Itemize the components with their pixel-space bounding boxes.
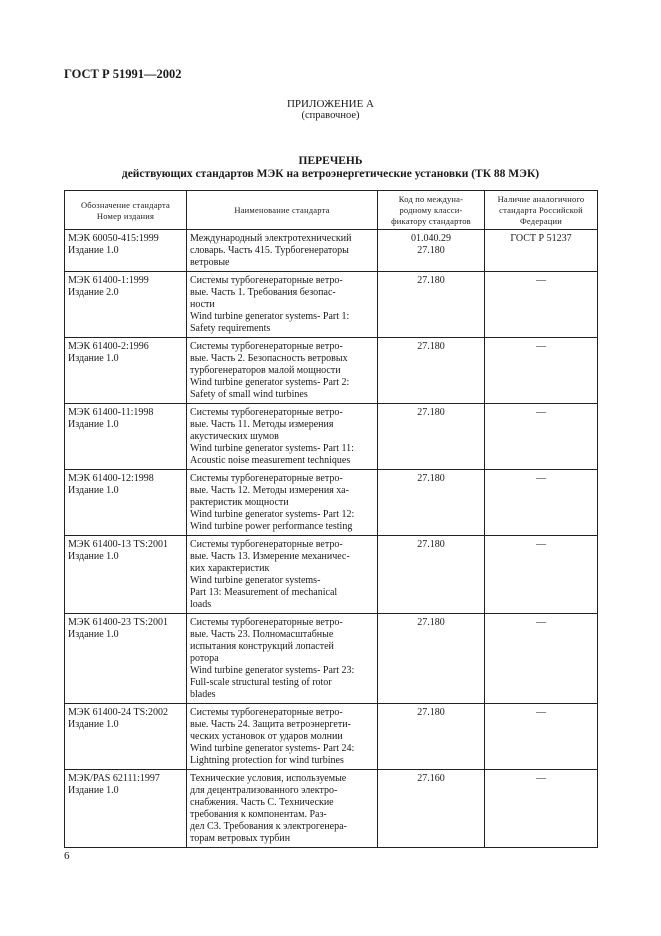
cell-classifier-code	[378, 770, 485, 848]
appendix-note: (справочное)	[301, 110, 360, 121]
text-line: Системы турбогенераторные ветро-	[190, 407, 343, 418]
cell-designation	[65, 404, 187, 470]
text-line: вые. Часть 24. Защита ветроэнергети-	[190, 719, 351, 730]
table-row	[65, 614, 598, 704]
text-line: торам ветровых турбин	[190, 833, 291, 844]
text-line: Издание 1.0	[68, 485, 119, 496]
list-title: ПЕРЕЧЕНЬ	[298, 155, 363, 167]
text-line: Acoustic noise measurement techniques	[190, 455, 351, 466]
text-line: Системы турбогенераторные ветро-	[190, 473, 343, 484]
text-line: Part 13: Measurement of mechanical	[190, 587, 338, 598]
cell-russian-analog: —	[485, 470, 598, 536]
text-line: МЭК 61400-12:1998	[68, 473, 154, 484]
cell-designation	[65, 470, 187, 536]
text-line: МЭК 61400-11:1998	[68, 407, 154, 418]
cell-designation	[65, 770, 187, 848]
text-line: blades	[190, 689, 216, 700]
text-line: Lightning protection for wind turbines	[190, 755, 344, 766]
text-line: МЭК 61400-2:1996	[68, 341, 149, 352]
cell-russian-analog: —	[485, 272, 598, 338]
text-line: МЭК 60050-415:1999	[68, 233, 159, 244]
text-line: Wind turbine generator systems- Part 11:	[190, 443, 354, 454]
text-line: Обозначение стандарта	[80, 199, 171, 210]
cell-classifier-code	[378, 338, 485, 404]
text-line: акустических шумов	[190, 431, 279, 442]
cell-russian-analog: —	[485, 404, 598, 470]
cell-classifier-code	[378, 704, 485, 770]
column-header-name	[187, 191, 378, 230]
text-line: Safety of small wind turbines	[190, 389, 308, 400]
table-row	[65, 338, 598, 404]
page-number: 6	[64, 850, 70, 862]
text-line: 27.180	[417, 707, 445, 718]
text-line: 27.180	[417, 275, 445, 286]
cell-standard-name	[187, 770, 378, 848]
text-line: Системы турбогенераторные ветро-	[190, 341, 343, 352]
text-line: ветровые	[190, 257, 230, 268]
text-line: ности	[190, 299, 215, 310]
text-line: МЭК 61400-1:1999	[68, 275, 149, 286]
cell-classifier-code	[378, 614, 485, 704]
text-line: вые. Часть 2. Безопасность ветровых	[190, 353, 348, 364]
appendix-label: ПРИЛОЖЕНИЕ А	[286, 98, 374, 110]
text-line: вые. Часть 13. Измерение механичес-	[190, 551, 350, 562]
text-line: 27.180	[417, 407, 445, 418]
cell-standard-name	[187, 230, 378, 272]
cell-standard-name	[187, 536, 378, 614]
text-line: Wind turbine generator systems- Part 24:	[190, 743, 355, 754]
text-line: МЭК 61400-24 TS:2002	[68, 707, 168, 718]
text-line: 27.180	[417, 341, 445, 352]
text-line: ческих установок от ударов молнии	[190, 731, 343, 742]
text-line: Wind turbine generator systems- Part 1:	[190, 311, 350, 322]
cell-russian-analog: —	[485, 614, 598, 704]
text-line: 27.180	[417, 473, 445, 484]
table-body	[65, 230, 598, 848]
text-line: Издание 1.0	[68, 419, 119, 430]
text-line: Номер издания	[96, 210, 155, 221]
table-row	[65, 470, 598, 536]
cell-standard-name	[187, 338, 378, 404]
text-line: Наличие аналогичного	[497, 194, 585, 204]
text-line: снабжения. Часть С. Технические	[190, 797, 334, 808]
text-line: Код по междуна-	[398, 194, 464, 204]
text-line: Wind turbine power performance testing	[190, 521, 353, 532]
column-header-designation	[65, 191, 187, 230]
text-line: Wind turbine generator systems- Part 2:	[190, 377, 350, 388]
cell-russian-analog: —	[485, 704, 598, 770]
table-row	[65, 230, 598, 272]
text-line: ротора	[190, 653, 219, 664]
text-line: loads	[190, 599, 212, 610]
text-line: Wind turbine generator systems- Part 12:	[190, 509, 355, 520]
text-line: вые. Часть 11. Методы измерения	[190, 419, 334, 430]
text-line: Wind turbine generator systems- Part 23:	[190, 665, 355, 676]
cell-designation	[65, 230, 187, 272]
cell-classifier-code	[378, 230, 485, 272]
cell-russian-analog: ГОСТ Р 51237	[485, 230, 598, 272]
text-line: вые. Часть 23. Полномасштабные	[190, 629, 334, 640]
cell-standard-name	[187, 704, 378, 770]
cell-russian-analog: —	[485, 536, 598, 614]
text-line: Системы турбогенераторные ветро-	[190, 275, 343, 286]
document-code-header: ГОСТ Р 51991—2002	[64, 67, 182, 81]
table-row	[65, 536, 598, 614]
cell-designation	[65, 338, 187, 404]
table-row	[65, 704, 598, 770]
text-line: Издание 1.0	[68, 785, 119, 796]
column-header-analog	[485, 191, 598, 230]
cell-classifier-code	[378, 272, 485, 338]
list-subtitle: действующих стандартов МЭК на ветроэнергетические установки (ТК 88 МЭК)	[121, 168, 540, 180]
text-line: рактеристик мощности	[190, 497, 289, 508]
text-line: Федерации	[520, 216, 562, 226]
text-line: Наименование стандарта	[234, 205, 330, 215]
text-line: МЭК 61400-13 TS:2001	[68, 539, 168, 550]
text-line: Издание 1.0	[68, 629, 119, 640]
text-line: Издание 2.0	[68, 287, 119, 298]
text-line: Издание 1.0	[68, 245, 119, 256]
text-line: 27.180	[417, 245, 445, 256]
text-line: турбогенераторов малой мощности	[190, 365, 341, 376]
cell-designation	[65, 272, 187, 338]
text-line: Технические условия, используемые	[190, 773, 347, 784]
cell-designation	[65, 704, 187, 770]
text-line: словарь. Часть 415. Турбогенераторы	[190, 245, 349, 256]
text-line: Системы турбогенераторные ветро-	[190, 617, 343, 628]
text-line: Международный электротехнический	[190, 233, 352, 244]
text-line: Системы турбогенераторные ветро-	[190, 707, 343, 718]
text-line: Full-scale structural testing of rotor	[190, 677, 332, 688]
text-line: вые. Часть 12. Методы измерения ха-	[190, 485, 349, 496]
text-line: Издание 1.0	[68, 551, 119, 562]
text-line: Системы турбогенераторные ветро-	[190, 539, 343, 550]
table-row	[65, 770, 598, 848]
cell-designation	[65, 614, 187, 704]
text-line: испытания конструкций лопастей	[190, 641, 334, 652]
text-line: Издание 1.0	[68, 719, 119, 730]
table-row	[65, 272, 598, 338]
cell-russian-analog: —	[485, 338, 598, 404]
cell-russian-analog: —	[485, 770, 598, 848]
text-line: требования к компонентам. Раз-	[190, 809, 327, 820]
text-line: фикатору стандартов	[391, 216, 471, 226]
text-line: 27.180	[417, 539, 445, 550]
cell-classifier-code	[378, 470, 485, 536]
text-line: 01.040.29	[411, 233, 451, 244]
cell-standard-name	[187, 470, 378, 536]
table-header-row	[65, 191, 598, 230]
text-line: дел С3. Требования к электрогенера-	[190, 821, 347, 832]
standards-table	[64, 190, 598, 848]
text-line: Safety requirements	[190, 323, 271, 334]
cell-classifier-code	[378, 536, 485, 614]
cell-standard-name	[187, 404, 378, 470]
text-line: МЭК/PAS 62111:1997	[68, 773, 160, 784]
text-line: 27.180	[417, 617, 445, 628]
text-line: ких характеристик	[190, 563, 270, 574]
column-header-code	[378, 191, 485, 230]
cell-standard-name	[187, 614, 378, 704]
cell-standard-name	[187, 272, 378, 338]
text-line: вые. Часть 1. Требования безопас-	[190, 287, 336, 298]
cell-designation	[65, 536, 187, 614]
text-line: МЭК 61400-23 TS:2001	[68, 617, 168, 628]
text-line: стандарта Российской	[499, 205, 583, 215]
text-line: родному класси-	[399, 205, 463, 215]
text-line: Издание 1.0	[68, 353, 119, 364]
text-line: 27.160	[417, 773, 445, 784]
cell-classifier-code	[378, 404, 485, 470]
text-line: Wind turbine generator systems-	[190, 575, 321, 586]
table-row	[65, 404, 598, 470]
text-line: для децентрализованного электро-	[190, 785, 338, 796]
